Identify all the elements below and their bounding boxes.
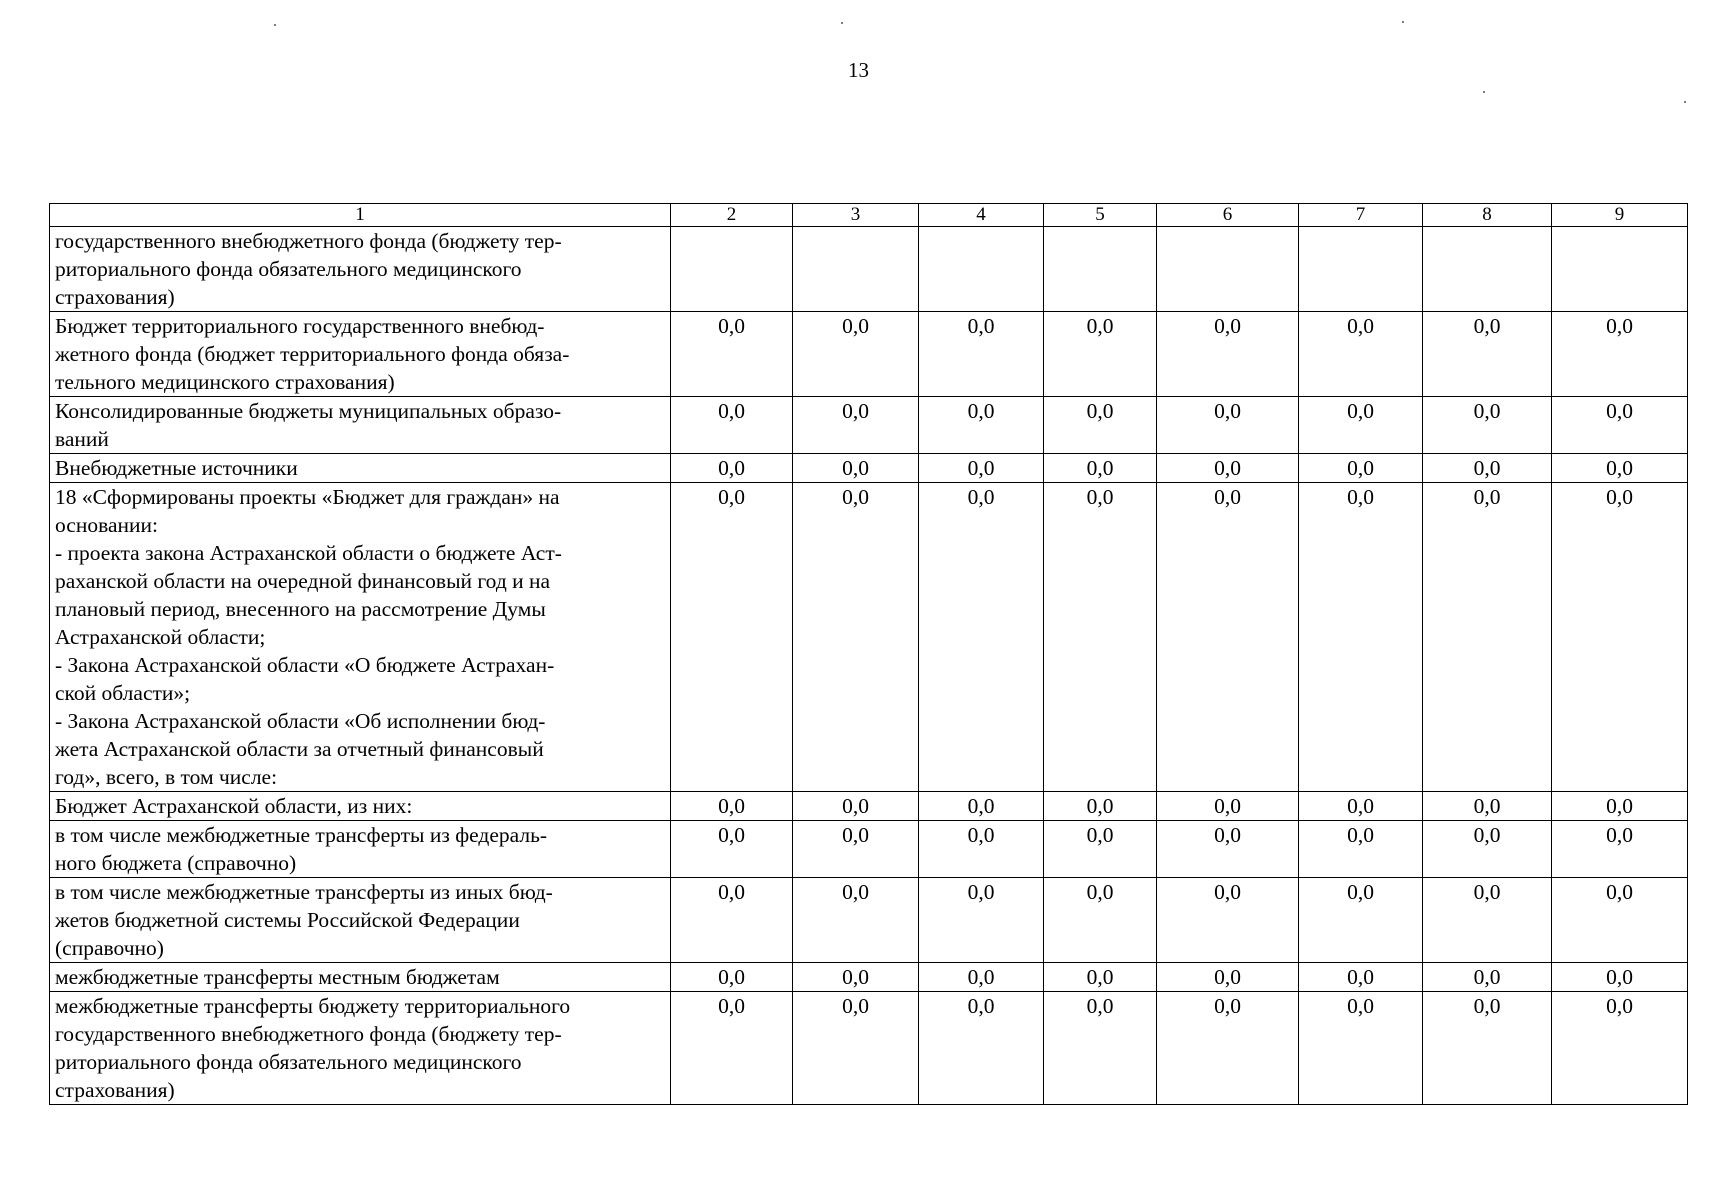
value-cell-col-2 xyxy=(671,227,793,312)
value-cell-col-3 xyxy=(793,821,919,878)
description-line: жетов бюджетной системы Российской Федерации xyxy=(55,908,520,932)
row-description xyxy=(50,483,671,792)
description-line: риториального фонда обязательного медицинского xyxy=(55,1050,522,1074)
value-cell-col-6 xyxy=(1157,312,1299,397)
value-cell-col-2 xyxy=(671,821,793,878)
value-cell-col-9 xyxy=(1552,483,1688,792)
value-cell-col-7 xyxy=(1299,227,1423,312)
value-cell-col-8 xyxy=(1423,454,1552,483)
value-cell-col-8 xyxy=(1423,792,1552,821)
table-row xyxy=(50,992,1688,1105)
description-line: - Закона Астраханской области «О бюджете Астрахан- xyxy=(55,653,555,677)
column-header-7: 7 xyxy=(1299,204,1423,227)
value-cell-col-7 xyxy=(1299,963,1423,992)
value-cell-col-9 xyxy=(1552,792,1688,821)
value-cell-col-9 xyxy=(1552,312,1688,397)
cell-value: 0,0 xyxy=(1473,456,1501,480)
column-header-5: 5 xyxy=(1044,204,1157,227)
cell-value: 0,0 xyxy=(1086,794,1114,818)
table-row xyxy=(50,454,1688,483)
row-description xyxy=(50,397,671,454)
cell-value: 0,0 xyxy=(1606,994,1633,1018)
value-cell-col-5 xyxy=(1044,792,1157,821)
cell-value: 0,0 xyxy=(967,965,995,989)
cell-value: 0,0 xyxy=(1473,485,1501,509)
cell-value: 0,0 xyxy=(967,456,995,480)
value-cell-col-8 xyxy=(1423,227,1552,312)
cell-value: 0,0 xyxy=(718,485,745,509)
cell-value: 0,0 xyxy=(842,965,869,989)
cell-value: 0,0 xyxy=(1606,314,1633,338)
cell-value: 0,0 xyxy=(1473,880,1501,904)
cell-value: 0,0 xyxy=(1347,456,1374,480)
row-description xyxy=(50,312,671,397)
cell-value: 0,0 xyxy=(1606,965,1633,989)
cell-value: 0,0 xyxy=(718,880,745,904)
cell-value: 0,0 xyxy=(1347,994,1374,1018)
cell-value: 0,0 xyxy=(1473,399,1501,423)
row-description xyxy=(50,821,671,878)
value-cell-col-9 xyxy=(1552,227,1688,312)
row-description xyxy=(50,878,671,963)
cell-value: 0,0 xyxy=(967,823,995,847)
description-line: жета Астраханской области за отчетный финансовый xyxy=(55,737,544,761)
cell-value: 0,0 xyxy=(967,485,995,509)
cell-value: 0,0 xyxy=(1347,965,1374,989)
table-row xyxy=(50,878,1688,963)
cell-value: 0,0 xyxy=(842,399,869,423)
description-line: риториального фонда обязательного медицинского xyxy=(55,257,522,281)
cell-value: 0,0 xyxy=(842,456,869,480)
description-line: тельного медицинского страхования) xyxy=(55,370,395,394)
value-cell-col-7 xyxy=(1299,397,1423,454)
scan-speck xyxy=(1684,101,1686,103)
description-line: (справочно) xyxy=(55,936,164,960)
value-cell-col-8 xyxy=(1423,992,1552,1105)
table-row xyxy=(50,483,1688,792)
cell-value: 0,0 xyxy=(842,880,869,904)
cell-value: 0,0 xyxy=(718,399,745,423)
value-cell-col-2 xyxy=(671,963,793,992)
value-cell-col-3 xyxy=(793,963,919,992)
column-header-1: 1 xyxy=(50,204,671,227)
cell-value: 0,0 xyxy=(718,456,745,480)
value-cell-col-5 xyxy=(1044,312,1157,397)
value-cell-col-2 xyxy=(671,483,793,792)
value-cell-col-5 xyxy=(1044,227,1157,312)
cell-value: 0,0 xyxy=(1347,485,1374,509)
value-cell-col-6 xyxy=(1157,878,1299,963)
cell-value: 0,0 xyxy=(1347,823,1374,847)
row-description xyxy=(50,454,671,483)
column-header-9: 9 xyxy=(1552,204,1688,227)
description-line: - проекта закона Астраханской области о бюджете Аст- xyxy=(55,541,562,565)
cell-value: 0,0 xyxy=(1606,823,1633,847)
value-cell-col-3 xyxy=(793,483,919,792)
value-cell-col-8 xyxy=(1423,821,1552,878)
cell-value: 0,0 xyxy=(842,485,869,509)
cell-value: 0,0 xyxy=(718,794,745,818)
description-line: раханской области на очередной финансовый год и на xyxy=(55,569,551,593)
value-cell-col-6 xyxy=(1157,821,1299,878)
value-cell-col-9 xyxy=(1552,963,1688,992)
description-line: страхования) xyxy=(55,1078,175,1102)
description-line: основании: xyxy=(55,513,158,537)
value-cell-col-3 xyxy=(793,792,919,821)
cell-value: 0,0 xyxy=(718,965,745,989)
table-body xyxy=(50,227,1688,1105)
value-cell-col-5 xyxy=(1044,483,1157,792)
cell-value: 0,0 xyxy=(1214,456,1241,480)
cell-value: 0,0 xyxy=(967,314,995,338)
scan-speck xyxy=(1402,21,1404,23)
value-cell-col-4 xyxy=(919,992,1044,1105)
cell-value: 0,0 xyxy=(1086,880,1114,904)
cell-value: 0,0 xyxy=(842,823,869,847)
description-line: в том числе межбюджетные трансферты из иных бюд- xyxy=(55,880,553,904)
cell-value: 0,0 xyxy=(1086,314,1114,338)
cell-value: 0,0 xyxy=(1473,994,1501,1018)
value-cell-col-4 xyxy=(919,397,1044,454)
cell-value: 0,0 xyxy=(1086,456,1114,480)
value-cell-col-7 xyxy=(1299,992,1423,1105)
cell-value: 0,0 xyxy=(1347,794,1374,818)
value-cell-col-3 xyxy=(793,992,919,1105)
cell-value: 0,0 xyxy=(1086,485,1114,509)
cell-value: 0,0 xyxy=(718,994,745,1018)
cell-value: 0,0 xyxy=(1347,399,1374,423)
description-line: в том числе межбюджетные трансферты из федераль- xyxy=(55,823,548,847)
value-cell-col-9 xyxy=(1552,878,1688,963)
value-cell-col-7 xyxy=(1299,454,1423,483)
value-cell-col-8 xyxy=(1423,878,1552,963)
table-row xyxy=(50,821,1688,878)
value-cell-col-3 xyxy=(793,878,919,963)
description-line: жетного фонда (бюджет территориального фонда обяза- xyxy=(55,342,570,366)
cell-value: 0,0 xyxy=(1214,399,1241,423)
cell-value: 0,0 xyxy=(1606,794,1633,818)
description-line: Бюджет Астраханской области, из них: xyxy=(55,794,413,818)
description-line: - Закона Астраханской области «Об исполнении бюд- xyxy=(55,709,546,733)
value-cell-col-6 xyxy=(1157,483,1299,792)
row-description xyxy=(50,963,671,992)
value-cell-col-2 xyxy=(671,878,793,963)
description-line: 18 «Сформированы проекты «Бюджет для граждан» на xyxy=(55,485,560,509)
value-cell-col-5 xyxy=(1044,454,1157,483)
description-line: Бюджет территориального государственного внебюд- xyxy=(55,314,545,338)
description-line: Внебюджетные источники xyxy=(55,456,298,480)
value-cell-col-9 xyxy=(1552,821,1688,878)
cell-value: 0,0 xyxy=(1086,965,1114,989)
value-cell-col-6 xyxy=(1157,963,1299,992)
cell-value: 0,0 xyxy=(967,994,995,1018)
cell-value: 0,0 xyxy=(842,794,869,818)
value-cell-col-4 xyxy=(919,963,1044,992)
cell-value: 0,0 xyxy=(1214,994,1241,1018)
cell-value: 0,0 xyxy=(1214,880,1241,904)
cell-value: 0,0 xyxy=(1214,965,1241,989)
row-description xyxy=(50,227,671,312)
table-row xyxy=(50,397,1688,454)
value-cell-col-4 xyxy=(919,483,1044,792)
value-cell-col-2 xyxy=(671,312,793,397)
value-cell-col-4 xyxy=(919,792,1044,821)
value-cell-col-4 xyxy=(919,878,1044,963)
scan-speck xyxy=(1483,91,1485,93)
cell-value: 0,0 xyxy=(1606,880,1633,904)
page-number: 13 xyxy=(848,58,869,82)
value-cell-col-5 xyxy=(1044,397,1157,454)
description-line: межбюджетные трансферты бюджету территориального xyxy=(55,994,571,1018)
description-line: межбюджетные трансферты местным бюджетам xyxy=(55,965,500,989)
column-header-2: 2 xyxy=(671,204,793,227)
cell-value: 0,0 xyxy=(1473,794,1501,818)
cell-value: 0,0 xyxy=(1214,314,1241,338)
value-cell-col-3 xyxy=(793,227,919,312)
column-header-8: 8 xyxy=(1423,204,1552,227)
value-cell-col-7 xyxy=(1299,792,1423,821)
column-header-6: 6 xyxy=(1157,204,1299,227)
value-cell-col-7 xyxy=(1299,878,1423,963)
value-cell-col-4 xyxy=(919,227,1044,312)
description-line: плановый период, внесенного на рассмотрение Думы xyxy=(55,597,546,621)
cell-value: 0,0 xyxy=(1214,823,1241,847)
value-cell-col-4 xyxy=(919,312,1044,397)
cell-value: 0,0 xyxy=(967,399,995,423)
value-cell-col-8 xyxy=(1423,312,1552,397)
budget-table xyxy=(49,203,1688,1105)
description-line: ваний xyxy=(55,427,109,451)
column-header-4: 4 xyxy=(919,204,1044,227)
table-row xyxy=(50,963,1688,992)
cell-value: 0,0 xyxy=(1606,399,1633,423)
cell-value: 0,0 xyxy=(718,314,745,338)
cell-value: 0,0 xyxy=(967,794,995,818)
scan-speck xyxy=(841,22,843,24)
description-line: страхования) xyxy=(55,285,175,309)
description-line: ской области»; xyxy=(55,681,191,705)
cell-value: 0,0 xyxy=(1086,823,1114,847)
cell-value: 0,0 xyxy=(1086,994,1114,1018)
table-row xyxy=(50,227,1688,312)
value-cell-col-2 xyxy=(671,397,793,454)
value-cell-col-9 xyxy=(1552,992,1688,1105)
cell-value: 0,0 xyxy=(718,823,745,847)
value-cell-col-5 xyxy=(1044,821,1157,878)
value-cell-col-4 xyxy=(919,821,1044,878)
value-cell-col-7 xyxy=(1299,312,1423,397)
description-line: ного бюджета (справочно) xyxy=(55,851,297,875)
value-cell-col-5 xyxy=(1044,963,1157,992)
value-cell-col-7 xyxy=(1299,821,1423,878)
description-line: Астраханской области; xyxy=(55,625,266,649)
value-cell-col-3 xyxy=(793,312,919,397)
value-cell-col-2 xyxy=(671,454,793,483)
value-cell-col-2 xyxy=(671,992,793,1105)
description-line: государственного внебюджетного фонда (бюджету тер- xyxy=(55,229,562,253)
cell-value: 0,0 xyxy=(842,314,869,338)
cell-value: 0,0 xyxy=(1214,485,1241,509)
value-cell-col-8 xyxy=(1423,397,1552,454)
description-line: год», всего, в том числе: xyxy=(55,765,278,789)
cell-value: 0,0 xyxy=(842,994,869,1018)
cell-value: 0,0 xyxy=(1086,399,1114,423)
value-cell-col-9 xyxy=(1552,454,1688,483)
cell-value: 0,0 xyxy=(1347,880,1374,904)
value-cell-col-9 xyxy=(1552,397,1688,454)
value-cell-col-6 xyxy=(1157,454,1299,483)
value-cell-col-8 xyxy=(1423,963,1552,992)
table-row xyxy=(50,312,1688,397)
value-cell-col-5 xyxy=(1044,878,1157,963)
cell-value: 0,0 xyxy=(1473,965,1501,989)
value-cell-col-5 xyxy=(1044,992,1157,1105)
value-cell-col-3 xyxy=(793,454,919,483)
value-cell-col-6 xyxy=(1157,227,1299,312)
value-cell-col-2 xyxy=(671,792,793,821)
cell-value: 0,0 xyxy=(1473,314,1501,338)
cell-value: 0,0 xyxy=(1214,794,1241,818)
row-description xyxy=(50,992,671,1105)
scan-speck xyxy=(274,24,276,26)
value-cell-col-6 xyxy=(1157,992,1299,1105)
table-row xyxy=(50,792,1688,821)
row-description xyxy=(50,792,671,821)
value-cell-col-4 xyxy=(919,454,1044,483)
cell-value: 0,0 xyxy=(1347,314,1374,338)
header-row xyxy=(50,204,1688,227)
value-cell-col-8 xyxy=(1423,483,1552,792)
value-cell-col-3 xyxy=(793,397,919,454)
value-cell-col-7 xyxy=(1299,483,1423,792)
cell-value: 0,0 xyxy=(967,880,995,904)
cell-value: 0,0 xyxy=(1473,823,1501,847)
cell-value: 0,0 xyxy=(1606,456,1633,480)
description-line: Консолидированные бюджеты муниципальных образо- xyxy=(55,399,562,423)
value-cell-col-6 xyxy=(1157,792,1299,821)
value-cell-col-6 xyxy=(1157,397,1299,454)
cell-value: 0,0 xyxy=(1606,485,1633,509)
column-header-3: 3 xyxy=(793,204,919,227)
description-line: государственного внебюджетного фонда (бюджету тер- xyxy=(55,1022,562,1046)
